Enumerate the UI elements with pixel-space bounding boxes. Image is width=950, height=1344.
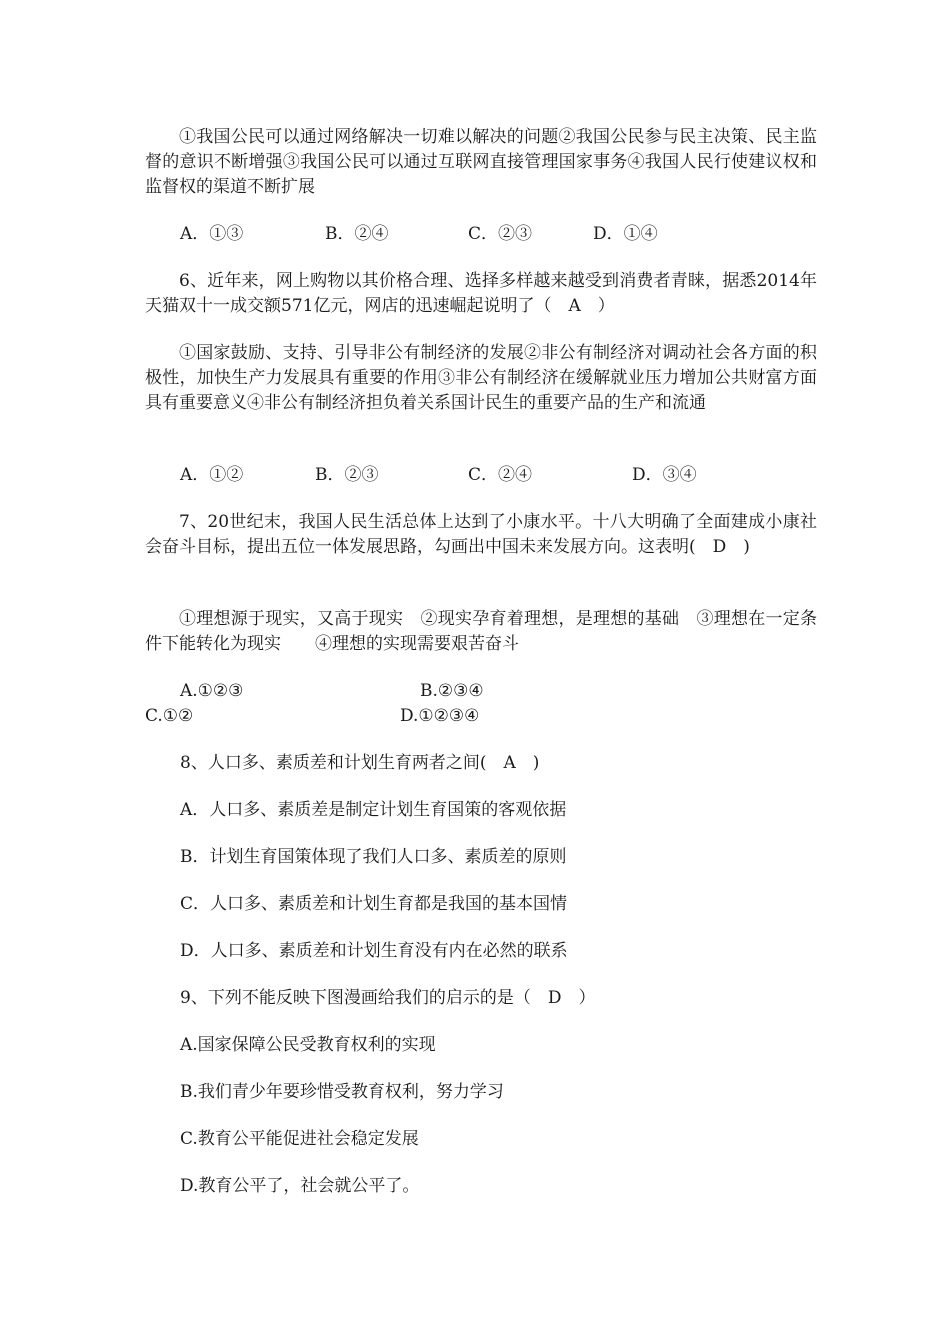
q6-option-d: D．③④ [632,465,697,485]
q6-statements: ①国家鼓励、支持、引导非公有制经济的发展②非公有制经济对调动社会各方面的积极性，加快生产力发展具有重要的作用③非公有制经济在缓解就业压力增加公共财富方面具有重要意义④非公有制经济担负着关系国计民生的重要产品的生产和流通 [145,343,817,413]
q9-option-a: A.国家保障公民受教育权利的实现 [180,1035,436,1055]
q9-option-d: D.教育公平了，社会就公平了。 [180,1176,420,1196]
q6-option-c: C．②④ [468,465,533,485]
q6-option-b: B．②③ [315,465,379,485]
q5-option-c: C．②③ [468,224,533,244]
q7-stem: 7、20世纪末，我国人民生活总体上达到了小康水平。十八大明确了全面建成小康社会奋斗目标，提出五位一体发展思路，勾画出中国未来发展方向。这表明( D ) [145,512,817,557]
q8-option-c: C．人口多、素质差和计划生育都是我国的基本国情 [180,894,568,914]
q6-stem: 6、近年来，网上购物以其价格合理、选择多样越来越受到消费者青睐，据悉2014年天猫双十一成交额571亿元，网店的迅速崛起说明了（ A ） [145,271,817,316]
q5-option-d: D．①④ [593,224,658,244]
q8-option-d: D．人口多、素质差和计划生育没有内在必然的联系 [180,941,568,961]
q7-option-d: D.①②③④ [400,706,480,726]
q6-option-a: A．①② [180,465,244,485]
q7-option-c: C.①② [145,706,194,726]
q8-option-a: A．人口多、素质差是制定计划生育国策的客观依据 [180,800,567,820]
q9-option-c: C.教育公平能促进社会稳定发展 [180,1129,419,1149]
q5-option-b: B．②④ [325,224,389,244]
q7-option-b: B.②③④ [420,681,484,701]
q9-option-b: B.我们青少年要珍惜受教育权利，努力学习 [180,1082,504,1102]
q9-stem: 9、下列不能反映下图漫画给我们的启示的是（ D ） [180,988,596,1008]
q8-stem: 8、人口多、素质差和计划生育两者之间( A ) [180,753,540,773]
q8-option-b: B．计划生育国策体现了我们人口多、素质差的原则 [180,847,567,867]
q7-statements: ①理想源于现实，又高于现实 ②现实孕育着理想，是理想的基础 ③理想在一定条件下能转化为现实 ④理想的实现需要艰苦奋斗 [145,609,817,654]
q7-option-a: A.①②③ [180,681,244,701]
q5-option-a: A．①③ [180,224,244,244]
q5-statements: ①我国公民可以通过网络解决一切难以解决的问题②我国公民参与民主决策、民主监督的意识不断增强③我国公民可以通过互联网直接管理国家事务④我国人民行使建议权和监督权的渠道不断扩展 [145,127,817,197]
